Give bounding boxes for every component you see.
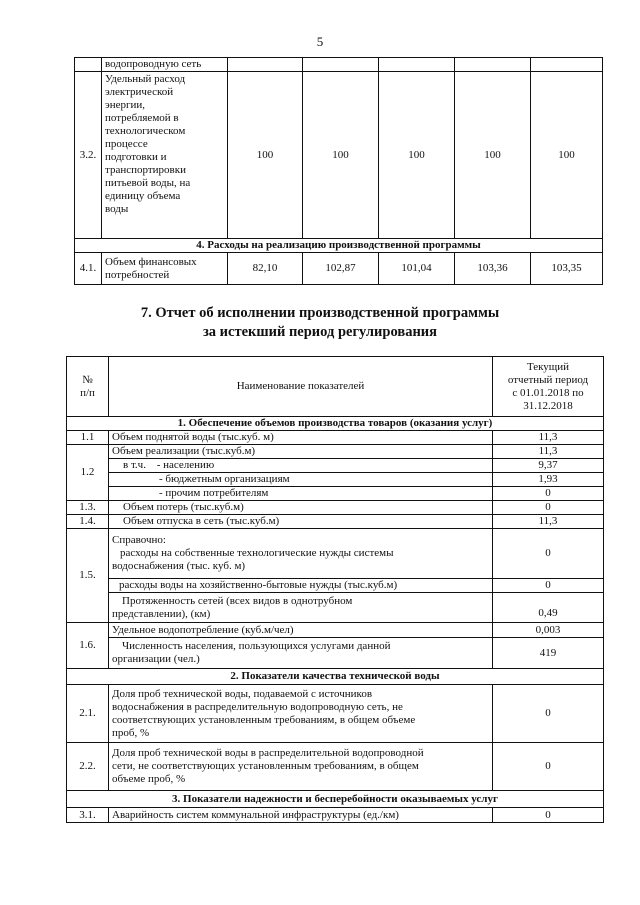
- value-cell: 11,3: [493, 431, 604, 445]
- value-cell: 11,3: [493, 445, 604, 459]
- text-line: с 01.01.2018 по: [512, 386, 584, 399]
- value-cell: 0: [493, 529, 604, 579]
- section-row: [67, 669, 604, 685]
- text-line: №: [82, 373, 93, 386]
- section-row: [67, 417, 604, 431]
- table-row: [67, 459, 604, 473]
- cell-name: [102, 253, 228, 285]
- sub-label: - населению: [156, 459, 215, 471]
- cell-name: Объем отпуска в сеть (тыс.куб.м): [109, 515, 493, 529]
- value-cell: 0: [493, 487, 604, 501]
- text-line: отчетный период: [507, 373, 589, 386]
- prefix-text: в т.ч.: [123, 459, 146, 471]
- cell-name: Объем поднятой воды (тыс.куб. м): [109, 431, 493, 445]
- row-number: 3.1.: [67, 808, 109, 823]
- value-cell: 0: [493, 579, 604, 593]
- table-row: [67, 638, 604, 669]
- value-cell: 0,49: [493, 593, 604, 623]
- section-title: 3. Показатели надежности и бесперебойности оказываемых услуг: [67, 791, 604, 808]
- report-title-line-1: 7. Отчет об исполнении производственной программы: [140, 305, 500, 321]
- value-cell: 11,3: [493, 515, 604, 529]
- cell-name: [109, 459, 493, 473]
- value-cell: 82,10: [228, 253, 303, 285]
- program-indicators-table: [74, 57, 603, 285]
- section-title: 4. Расходы на реализацию производственной программы: [75, 239, 603, 253]
- table-row: [67, 501, 604, 515]
- value-cell: 1,93: [493, 473, 604, 487]
- value-cell: 0: [493, 685, 604, 743]
- table-row: [75, 253, 603, 285]
- text-line: транспортировки: [105, 164, 186, 176]
- table-row: [67, 431, 604, 445]
- text-line: Удельный расход: [105, 73, 186, 85]
- row-number: 1.6.: [67, 623, 109, 669]
- value-cell: 100: [379, 72, 455, 239]
- cell-name: Объем потерь (тыс.куб.м): [109, 501, 493, 515]
- value-cell: 100: [228, 72, 303, 239]
- table-row: [75, 58, 603, 72]
- section-row: [75, 239, 603, 253]
- text-line: водоснабжения в распределительную водопроводную сеть, не: [112, 700, 403, 713]
- text-line: объеме проб, %: [112, 773, 186, 785]
- text-line: расходы на собственные технологические нужды системы: [120, 547, 394, 559]
- text-line: проб, %: [112, 726, 150, 739]
- row-number: 1.1: [67, 431, 109, 445]
- cell-name: - прочим потребителям: [109, 487, 493, 501]
- text-line: п/п: [80, 386, 95, 399]
- value-cell: 100: [455, 72, 531, 239]
- text-line: энергии,: [105, 99, 146, 111]
- row-number: 1.5.: [67, 529, 109, 623]
- text-line: организации (чел.): [112, 653, 200, 665]
- cell-name: [109, 743, 493, 791]
- table-row: [67, 515, 604, 529]
- cell-name: Удельное водопотребление (куб.м/чел): [109, 623, 493, 638]
- table-row: [67, 487, 604, 501]
- cell-name: [109, 685, 493, 743]
- text-line: технологическом: [105, 125, 186, 137]
- text-line: соответствующих установленным требованиям, в общем объеме: [112, 713, 416, 726]
- value-cell: 102,87: [303, 253, 379, 285]
- cell-name: [102, 72, 228, 239]
- table-row: [75, 72, 603, 239]
- cell-name: [109, 638, 493, 669]
- text-line: Доля проб технической воды, подаваемой с источников: [112, 687, 373, 700]
- cell-name: расходы воды на хозяйственно-бытовые нужды (тыс.куб.м): [109, 579, 493, 593]
- row-number: 3.2.: [75, 72, 102, 239]
- value-cell: 101,04: [379, 253, 455, 285]
- table-row: [67, 579, 604, 593]
- header-row: [67, 357, 604, 417]
- text-line: воды: [105, 203, 129, 215]
- text-line: единицу объема: [105, 190, 181, 202]
- value-cell: 9,37: [493, 459, 604, 473]
- table-row: [67, 685, 604, 743]
- row-number: 2.2.: [67, 743, 109, 791]
- text-line: Текущий: [526, 360, 570, 373]
- text-line: процессе: [105, 138, 148, 150]
- row-number: 1.4.: [67, 515, 109, 529]
- text-line: сети, не соответствующих установленным требованиям, в общем: [112, 760, 419, 772]
- row-number: 1.3.: [67, 501, 109, 515]
- cell-name: [109, 593, 493, 623]
- table-row: [67, 743, 604, 791]
- cell-name: Аварийность систем коммунальной инфраструктуры (ед./км): [109, 808, 493, 823]
- value-cell: 419: [493, 638, 604, 669]
- table-row: [67, 473, 604, 487]
- value-cell: 0: [493, 501, 604, 515]
- cell-name: [109, 529, 493, 579]
- value-cell: 0,003: [493, 623, 604, 638]
- table-row: [67, 623, 604, 638]
- row-number: 1.2: [67, 445, 109, 501]
- text-line: Объем финансовых: [105, 255, 197, 268]
- text-line: представлении), (км): [112, 607, 211, 620]
- section-row: [67, 791, 604, 808]
- text-line: Доля проб технической воды в распределительной водопроводной: [112, 747, 424, 759]
- cell-name: водопроводную сеть: [102, 58, 228, 72]
- section-title: 2. Показатели качества технической воды: [67, 669, 604, 685]
- text-line: Численность населения, пользующихся услугами данной: [122, 640, 391, 652]
- value-cell: 103,35: [531, 253, 603, 285]
- row-number: 4.1.: [75, 253, 102, 285]
- cell-name: - бюджетным организациям: [109, 473, 493, 487]
- text-line: подготовки и: [105, 151, 167, 163]
- text-line: электрической: [105, 86, 174, 98]
- table-row: [67, 445, 604, 459]
- value-cell: 100: [531, 72, 603, 239]
- cell-name: Объем реализации (тыс.куб.м): [109, 445, 493, 459]
- header-name: Наименование показателей: [109, 357, 493, 417]
- text-line: потребляемой в: [105, 112, 179, 124]
- table-row: [67, 529, 604, 579]
- header-number: [67, 357, 109, 417]
- text-line: питьевой воды, на: [105, 177, 191, 189]
- table-row: [67, 593, 604, 623]
- text-line: водоснабжения (тыс. куб. м): [112, 560, 246, 572]
- row-number: 2.1.: [67, 685, 109, 743]
- section-title: 1. Обеспечение объемов производства товаров (оказания услуг): [67, 417, 604, 431]
- value-cell: 103,36: [455, 253, 531, 285]
- page-number: 5: [316, 34, 324, 49]
- value-cell: 100: [303, 72, 379, 239]
- text-line: 31.12.2018: [523, 399, 573, 412]
- report-title-line-2: за истекший период регулирования: [202, 324, 438, 340]
- report-table: [66, 356, 604, 823]
- table-row: [67, 808, 604, 823]
- header-period: [493, 357, 604, 417]
- value-cell: 0: [493, 808, 604, 823]
- value-cell: 0: [493, 743, 604, 791]
- text-line: потребностей: [105, 268, 170, 281]
- text-line: Справочно:: [112, 534, 166, 546]
- text-line: Протяженность сетей (всех видов в однотрубном: [122, 594, 353, 607]
